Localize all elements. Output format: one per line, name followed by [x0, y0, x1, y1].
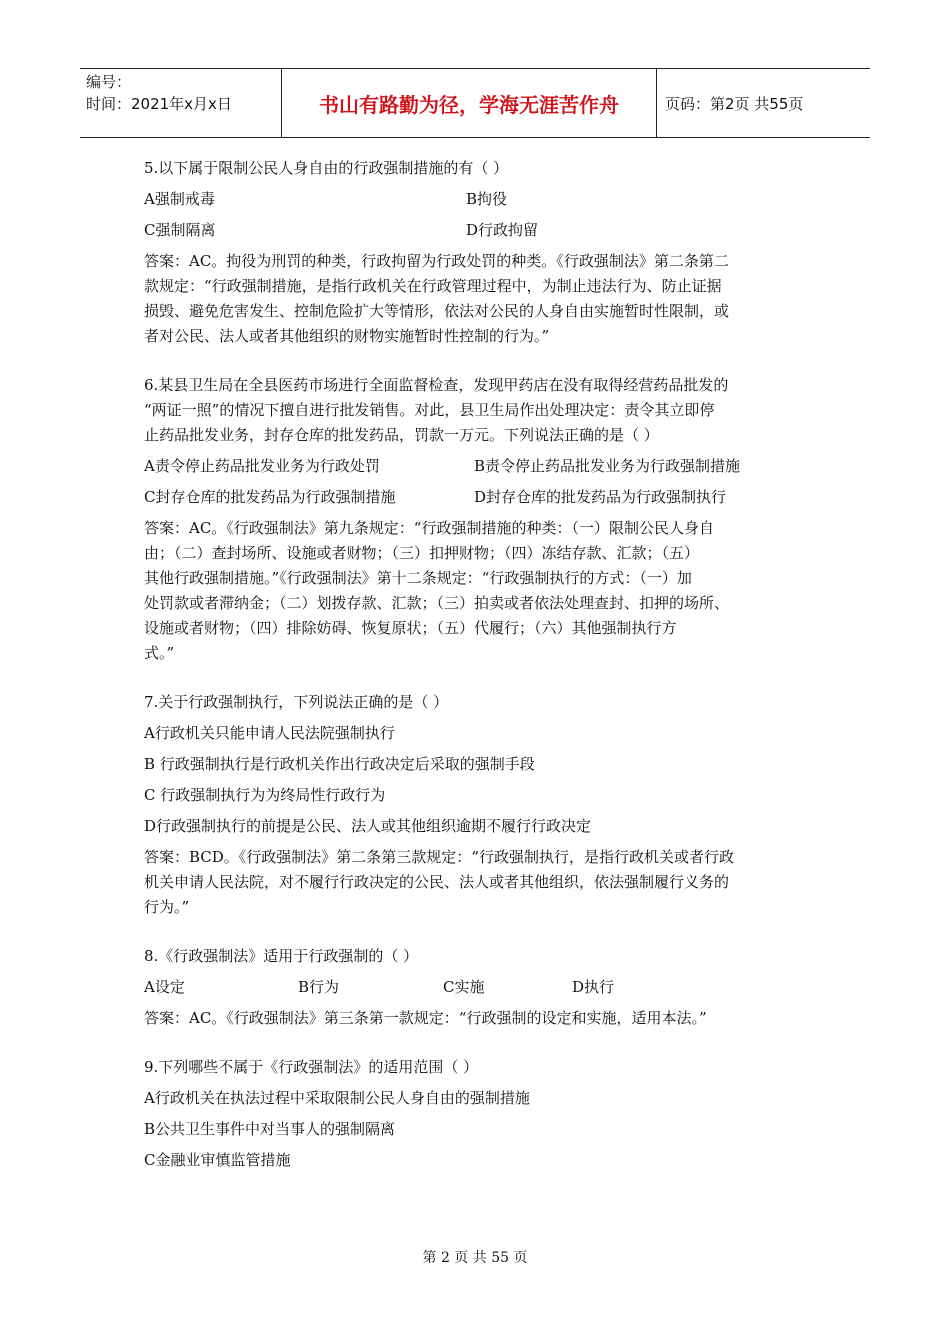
option-row	[144, 485, 814, 510]
answer-text	[144, 845, 814, 920]
option-d: D执行	[572, 978, 615, 996]
header-page-info: 页码：第2页 共55页	[665, 94, 804, 113]
header-meta	[80, 69, 282, 137]
question-9	[144, 1055, 814, 1173]
page-header	[80, 68, 870, 138]
answer-line: 行为。”	[144, 898, 190, 916]
answer-line: 答案：BCD。《行政强制法》第二条第三款规定：“行政强制执行，是指行政机关或者行政	[144, 848, 734, 866]
answer-line: 答案：AC。《行政强制法》第三条第一款规定：“行政强制的设定和实施，适用本法。”	[144, 1009, 707, 1027]
question-stem: “两证一照”的情况下擅自进行批发销售。对此，县卫生局作出处理决定：责令其立即停	[144, 401, 715, 419]
date-label: 时间：2021年x月x日	[86, 95, 232, 113]
option-b: B公共卫生事件中对当事人的强制隔离	[144, 1120, 396, 1138]
document-body	[144, 156, 814, 1173]
option-a: A设定	[144, 978, 185, 996]
answer-line: 款规定：“行政强制措施，是指行政机关在行政管理过程中，为制止违法行为、防止证据	[144, 277, 722, 295]
option-c: C实施	[443, 978, 485, 996]
option-b: B 行政强制执行是行政机关作出行政决定后采取的强制手段	[144, 755, 535, 773]
answer-line: 机关申请人民法院，对不履行行政决定的公民、法人或者其他组织，依法强制履行义务的	[144, 873, 730, 891]
question-stem: 9.下列哪些不属于《行政强制法》的适用范围（ ）	[144, 1058, 479, 1076]
question-7	[144, 690, 814, 920]
question-8	[144, 944, 814, 1031]
question-6	[144, 373, 814, 666]
answer-line: 设施或者财物；（四）排除妨碍、恢复原状；（五）代履行；（六）其他强制执行方	[144, 619, 677, 637]
question-stem: 5.以下属于限制公民人身自由的行政强制措施的有（ ）	[144, 159, 509, 177]
answer-line: 其他行政强制措施。”《行政强制法》第十二条规定：“行政强制执行的方式：（一）加	[144, 569, 692, 587]
option-b: B拘役	[466, 190, 508, 208]
option-c: C强制隔离	[144, 221, 216, 239]
answer-line: 损毁、避免危害发生、控制危险扩大等情形，依法对公民的人身自由实施暂时性限制，或	[144, 302, 730, 320]
option-a: A责令停止药品批发业务为行政处罚	[144, 457, 380, 475]
option-c: C 行政强制执行为为终局性行政行为	[144, 786, 386, 804]
answer-line: 处罚款或者滞纳金；（二）划拨存款、汇款；（三）拍卖或者依法处理查封、扣押的场所、	[144, 594, 730, 612]
header-motto: 书山有路勤为径，学海无涯苦作舟	[282, 69, 657, 137]
option-b: B行为	[298, 978, 340, 996]
question-stem: 止药品批发业务，封存仓库的批发药品，罚款一万元。下列说法正确的是（ ）	[144, 426, 659, 444]
question-stem: 8.《行政强制法》适用于行政强制的（ ）	[144, 947, 419, 965]
option-d: D行政拘留	[466, 221, 539, 239]
option-row	[144, 187, 814, 212]
option-c: C封存仓库的批发药品为行政强制措施	[144, 488, 396, 506]
option-a: A行政机关在执法过程中采取限制公民人身自由的强制措施	[144, 1089, 530, 1107]
question-5	[144, 156, 814, 349]
answer-line: 由；（二）查封场所、设施或者财物；（三）扣押财物；（四）冻结存款、汇款；（五）	[144, 544, 700, 562]
answer-text	[144, 249, 814, 349]
answer-line: 者对公民、法人或者其他组织的财物实施暂时性控制的行为。”	[144, 327, 550, 345]
answer-line: 式。”	[144, 644, 175, 662]
answer-line: 答案：AC。拘役为刑罚的种类，行政拘留为行政处罚的种类。《行政强制法》第二条第二	[144, 252, 729, 270]
option-row	[144, 975, 814, 1000]
question-stem: 6.某县卫生局在全县医药市场进行全面监督检查，发现甲药店在没有取得经营药品批发的	[144, 376, 729, 394]
option-d: D行政强制执行的前提是公民、法人或其他组织逾期不履行行政决定	[144, 817, 592, 835]
page-footer: 第 2 页 共 55 页	[422, 1250, 528, 1266]
answer-text	[144, 516, 814, 666]
option-a: A强制戒毒	[144, 190, 215, 208]
option-a: A行政机关只能申请人民法院强制执行	[144, 724, 395, 742]
number-label: 编号：	[86, 73, 132, 91]
question-stem: 7.关于行政强制执行，下列说法正确的是（ ）	[144, 693, 449, 711]
option-row	[144, 454, 814, 479]
option-d: D封存仓库的批发药品为行政强制执行	[474, 488, 727, 506]
option-row	[144, 218, 814, 243]
answer-line: 答案：AC。《行政强制法》第九条规定：“行政强制措施的种类：（一）限制公民人身自	[144, 519, 714, 537]
option-b: B责令停止药品批发业务为行政强制措施	[474, 457, 741, 475]
option-c: C金融业审慎监管措施	[144, 1151, 291, 1169]
answer-text	[144, 1006, 814, 1031]
